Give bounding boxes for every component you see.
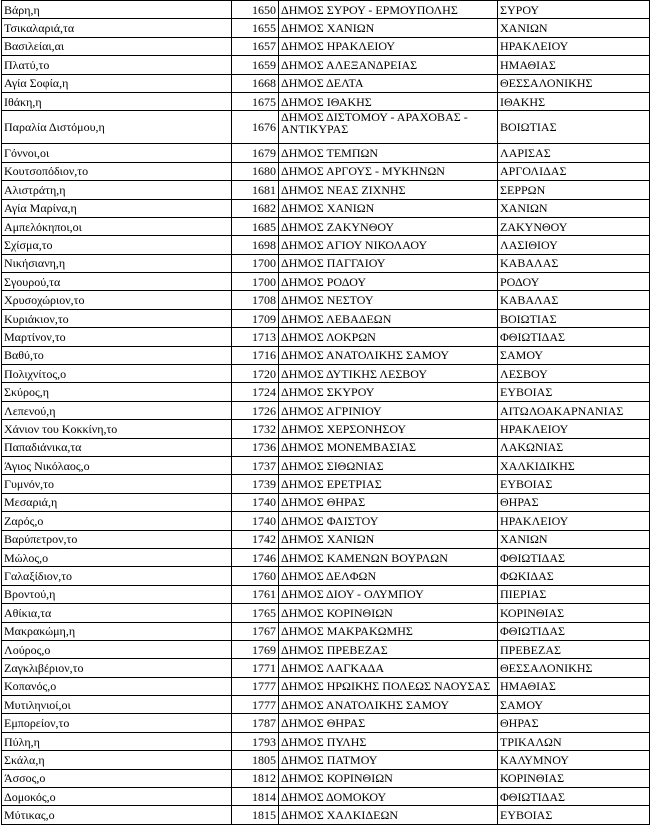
place-name-cell: Ζαρός,ο bbox=[2, 512, 232, 530]
altitude-cell: 1777 bbox=[232, 696, 279, 714]
table-row bbox=[2, 365, 650, 383]
municipality-cell: ΔΗΜΟΣ ΡΟΔΟΥ bbox=[279, 273, 498, 291]
prefecture-cell: ΗΜΑΘΙΑΣ bbox=[498, 677, 650, 695]
altitude-cell: 1675 bbox=[232, 92, 279, 110]
table-row bbox=[2, 111, 650, 144]
prefecture-cell: ΒΟΙΩΤΙΑΣ bbox=[498, 309, 650, 327]
table-row bbox=[2, 530, 650, 548]
altitude-cell: 1787 bbox=[232, 714, 279, 732]
prefecture-cell: ΘΕΣΣΑΛΟΝΙΚΗΣ bbox=[498, 74, 650, 92]
place-name-cell: Τσικαλαριά,τα bbox=[2, 19, 232, 37]
place-name-cell: Μώλος,ο bbox=[2, 548, 232, 566]
place-name-cell: Αγία Σοφία,η bbox=[2, 74, 232, 92]
prefecture-cell: ΛΑΚΩΝΙΑΣ bbox=[498, 438, 650, 456]
place-name-cell: Λεπενού,η bbox=[2, 401, 232, 419]
prefecture-cell: ΗΜΑΘΙΑΣ bbox=[498, 56, 650, 74]
place-name-cell: Ζαγκλιβέριον,το bbox=[2, 659, 232, 677]
place-name-cell: Αγία Μαρίνα,η bbox=[2, 199, 232, 217]
table-row bbox=[2, 659, 650, 677]
table-row bbox=[2, 309, 650, 327]
table-row bbox=[2, 604, 650, 622]
prefecture-cell: ΦΘΙΩΤΙΔΑΣ bbox=[498, 548, 650, 566]
municipality-cell: ΔΗΜΟΣ ΔΙΣΤΟΜΟΥ - ΑΡΑΧΟΒΑΣ - ΑΝΤΙΚΥΡΑΣ bbox=[279, 111, 498, 144]
altitude-cell: 1767 bbox=[232, 622, 279, 640]
altitude-cell: 1708 bbox=[232, 291, 279, 309]
altitude-cell: 1761 bbox=[232, 585, 279, 603]
prefecture-cell: ΑΙΤΩΛΟΑΚΑΡΝΑΝΙΑΣ bbox=[498, 401, 650, 419]
municipality-cell: ΔΗΜΟΣ ΧΑΝΙΩΝ bbox=[279, 19, 498, 37]
municipality-cell: ΔΗΜΟΣ ΠΡΕΒΕΖΑΣ bbox=[279, 640, 498, 658]
place-name-cell: Γαλαξίδιον,το bbox=[2, 567, 232, 585]
prefecture-cell: ΚΑΛΥΜΝΟΥ bbox=[498, 751, 650, 769]
place-name-cell: Πλατύ,το bbox=[2, 56, 232, 74]
place-name-cell: Σγουρού,τα bbox=[2, 273, 232, 291]
prefecture-cell: ΖΑΚΥΝΘΟΥ bbox=[498, 217, 650, 235]
table-row bbox=[2, 346, 650, 364]
altitude-cell: 1737 bbox=[232, 456, 279, 474]
altitude-cell: 1676 bbox=[232, 111, 279, 144]
prefecture-cell: ΦΩΚΙΔΑΣ bbox=[498, 567, 650, 585]
table-row bbox=[2, 475, 650, 493]
altitude-cell: 1739 bbox=[232, 475, 279, 493]
altitude-cell: 1685 bbox=[232, 217, 279, 235]
municipality-cell: ΔΗΜΟΣ ΙΘΑΚΗΣ bbox=[279, 92, 498, 110]
altitude-cell: 1771 bbox=[232, 659, 279, 677]
place-name-cell: Ιθάκη,η bbox=[2, 92, 232, 110]
table-row bbox=[2, 401, 650, 419]
place-name-cell: Αμπελόκηποι,οι bbox=[2, 217, 232, 235]
table-row bbox=[2, 236, 650, 254]
prefecture-cell: ΘΕΣΣΑΛΟΝΙΚΗΣ bbox=[498, 659, 650, 677]
prefecture-cell: ΡΟΔΟΥ bbox=[498, 273, 650, 291]
place-name-cell: Κουτσοπόδιον,το bbox=[2, 162, 232, 180]
municipality-cell: ΔΗΜΟΣ ΑΓΙΟΥ ΝΙΚΟΛΑΟΥ bbox=[279, 236, 498, 254]
municipality-cell: ΔΗΜΟΣ ΣΥΡΟΥ - ΕΡΜΟΥΠΟΛΗΣ bbox=[279, 1, 498, 19]
altitude-cell: 1700 bbox=[232, 254, 279, 272]
prefecture-cell: ΦΘΙΩΤΙΔΑΣ bbox=[498, 788, 650, 806]
place-name-cell: Σχίσμα,το bbox=[2, 236, 232, 254]
municipality-cell: ΔΗΜΟΣ ΧΑΝΙΩΝ bbox=[279, 199, 498, 217]
altitude-cell: 1760 bbox=[232, 567, 279, 585]
municipality-cell: ΔΗΜΟΣ ΣΙΘΩΝΙΑΣ bbox=[279, 456, 498, 474]
municipality-cell: ΔΗΜΟΣ ΜΑΚΡΑΚΩΜΗΣ bbox=[279, 622, 498, 640]
prefecture-cell: ΘΗΡΑΣ bbox=[498, 493, 650, 511]
municipality-cell: ΔΗΜΟΣ ΠΑΤΜΟΥ bbox=[279, 751, 498, 769]
municipality-cell: ΔΗΜΟΣ ΑΝΑΤΟΛΙΚΗΣ ΣΑΜΟΥ bbox=[279, 346, 498, 364]
place-name-cell: Παραλία Διστόμου,η bbox=[2, 111, 232, 144]
table-row bbox=[2, 806, 650, 824]
altitude-cell: 1814 bbox=[232, 788, 279, 806]
table-row bbox=[2, 420, 650, 438]
prefecture-cell: ΚΟΡΙΝΘΙΑΣ bbox=[498, 769, 650, 787]
prefecture-cell: ΠΡΕΒΕΖΑΣ bbox=[498, 640, 650, 658]
altitude-cell: 1659 bbox=[232, 56, 279, 74]
table-row bbox=[2, 199, 650, 217]
altitude-cell: 1740 bbox=[232, 493, 279, 511]
prefecture-cell: ΦΘΙΩΤΙΔΑΣ bbox=[498, 328, 650, 346]
place-name-cell: Χάνιον του Κοκκίνη,το bbox=[2, 420, 232, 438]
altitude-cell: 1698 bbox=[232, 236, 279, 254]
municipality-cell: ΔΗΜΟΣ ΠΑΓΓΑΙΟΥ bbox=[279, 254, 498, 272]
municipality-cell: ΔΗΜΟΣ ΑΝΑΤΟΛΙΚΗΣ ΣΑΜΟΥ bbox=[279, 696, 498, 714]
municipality-cell: ΔΗΜΟΣ ΚΑΜΕΝΩΝ ΒΟΥΡΛΩΝ bbox=[279, 548, 498, 566]
prefecture-cell: ΚΑΒΑΛΑΣ bbox=[498, 254, 650, 272]
table-row bbox=[2, 273, 650, 291]
place-name-cell: Βασιλείαι,αι bbox=[2, 37, 232, 55]
prefecture-cell: ΗΡΑΚΛΕΙΟΥ bbox=[498, 420, 650, 438]
altitude-cell: 1812 bbox=[232, 769, 279, 787]
altitude-cell: 1681 bbox=[232, 181, 279, 199]
prefecture-cell: ΣΥΡΟΥ bbox=[498, 1, 650, 19]
municipality-cell: ΔΗΜΟΣ ΖΑΚΥΝΘΟΥ bbox=[279, 217, 498, 235]
municipality-cell: ΔΗΜΟΣ ΑΓΡΙΝΙΟΥ bbox=[279, 401, 498, 419]
prefecture-cell: ΣΑΜΟΥ bbox=[498, 696, 650, 714]
prefecture-cell: ΧΑΝΙΩΝ bbox=[498, 530, 650, 548]
place-name-cell: Δομοκός,ο bbox=[2, 788, 232, 806]
altitude-cell: 1720 bbox=[232, 365, 279, 383]
altitude-cell: 1777 bbox=[232, 677, 279, 695]
place-name-cell: Μεσαριά,η bbox=[2, 493, 232, 511]
municipality-cell: ΔΗΜΟΣ ΑΛΕΞΑΝΔΡΕΙΑΣ bbox=[279, 56, 498, 74]
place-name-cell: Αλιστράτη,η bbox=[2, 181, 232, 199]
altitude-cell: 1732 bbox=[232, 420, 279, 438]
place-name-cell: Βαρύπετρον,το bbox=[2, 530, 232, 548]
table-row bbox=[2, 328, 650, 346]
place-name-cell: Γυμνόν,το bbox=[2, 475, 232, 493]
place-name-cell: Γόννοι,οι bbox=[2, 144, 232, 162]
table-row bbox=[2, 144, 650, 162]
altitude-cell: 1668 bbox=[232, 74, 279, 92]
prefecture-cell: ΣΑΜΟΥ bbox=[498, 346, 650, 364]
place-name-cell: Εμπορείον,το bbox=[2, 714, 232, 732]
place-name-cell: Νικήσιανη,η bbox=[2, 254, 232, 272]
altitude-cell: 1713 bbox=[232, 328, 279, 346]
prefecture-cell: ΕΥΒΟΙΑΣ bbox=[498, 806, 650, 824]
table-row bbox=[2, 37, 650, 55]
altitude-cell: 1716 bbox=[232, 346, 279, 364]
prefecture-cell: ΑΡΓΟΛΙΔΑΣ bbox=[498, 162, 650, 180]
table-row bbox=[2, 456, 650, 474]
place-name-cell: Χρυσοχώριον,το bbox=[2, 291, 232, 309]
altitude-cell: 1724 bbox=[232, 383, 279, 401]
table-row bbox=[2, 254, 650, 272]
municipality-cell: ΔΗΜΟΣ ΧΕΡΣΟΝΗΣΟΥ bbox=[279, 420, 498, 438]
table-row bbox=[2, 162, 650, 180]
municipality-cell: ΔΗΜΟΣ ΣΚΥΡΟΥ bbox=[279, 383, 498, 401]
altitude-cell: 1700 bbox=[232, 273, 279, 291]
table-row bbox=[2, 567, 650, 585]
table-row bbox=[2, 74, 650, 92]
table-row bbox=[2, 217, 650, 235]
settlements-table bbox=[1, 0, 650, 825]
place-name-cell: Σκύρος,η bbox=[2, 383, 232, 401]
place-name-cell: Κυριάκιον,το bbox=[2, 309, 232, 327]
altitude-cell: 1709 bbox=[232, 309, 279, 327]
municipality-cell: ΔΗΜΟΣ ΚΟΡΙΝΘΙΩΝ bbox=[279, 604, 498, 622]
prefecture-cell: ΚΑΒΑΛΑΣ bbox=[498, 291, 650, 309]
prefecture-cell: ΘΗΡΑΣ bbox=[498, 714, 650, 732]
place-name-cell: Μαρτίνον,το bbox=[2, 328, 232, 346]
table-row bbox=[2, 640, 650, 658]
municipality-cell: ΔΗΜΟΣ ΚΟΡΙΝΘΙΩΝ bbox=[279, 769, 498, 787]
prefecture-cell: ΗΡΑΚΛΕΙΟΥ bbox=[498, 512, 650, 530]
table-row bbox=[2, 383, 650, 401]
prefecture-cell: ΧΑΝΙΩΝ bbox=[498, 199, 650, 217]
prefecture-cell: ΕΥΒΟΙΑΣ bbox=[498, 383, 650, 401]
prefecture-cell: ΣΕΡΡΩΝ bbox=[498, 181, 650, 199]
municipality-cell: ΔΗΜΟΣ ΘΗΡΑΣ bbox=[279, 493, 498, 511]
municipality-cell: ΔΗΜΟΣ ΠΥΛΗΣ bbox=[279, 732, 498, 750]
place-name-cell: Άγιος Νικόλαος,ο bbox=[2, 456, 232, 474]
table-row bbox=[2, 291, 650, 309]
altitude-cell: 1815 bbox=[232, 806, 279, 824]
prefecture-cell: ΛΕΣΒΟΥ bbox=[498, 365, 650, 383]
place-name-cell: Κοπανός,ο bbox=[2, 677, 232, 695]
table-row bbox=[2, 714, 650, 732]
table-row bbox=[2, 732, 650, 750]
place-name-cell: Πύλη,η bbox=[2, 732, 232, 750]
table-row bbox=[2, 438, 650, 456]
prefecture-cell: ΗΡΑΚΛΕΙΟΥ bbox=[498, 37, 650, 55]
table-row bbox=[2, 677, 650, 695]
table-row bbox=[2, 181, 650, 199]
municipality-cell: ΔΗΜΟΣ ΑΡΓΟΥΣ - ΜΥΚΗΝΩΝ bbox=[279, 162, 498, 180]
municipality-cell: ΔΗΜΟΣ ΛΟΚΡΩΝ bbox=[279, 328, 498, 346]
prefecture-cell: ΛΑΡΙΣΑΣ bbox=[498, 144, 650, 162]
place-name-cell: Μυτιληνιοί,οι bbox=[2, 696, 232, 714]
prefecture-cell: ΙΘΑΚΗΣ bbox=[498, 92, 650, 110]
altitude-cell: 1657 bbox=[232, 37, 279, 55]
municipality-cell: ΔΗΜΟΣ ΝΕΣΤΟΥ bbox=[279, 291, 498, 309]
municipality-cell: ΔΗΜΟΣ ΛΑΓΚΑΔΑ bbox=[279, 659, 498, 677]
municipality-cell: ΔΗΜΟΣ ΔΕΛΤΑ bbox=[279, 74, 498, 92]
municipality-cell: ΔΗΜΟΣ ΧΑΝΙΩΝ bbox=[279, 530, 498, 548]
altitude-cell: 1736 bbox=[232, 438, 279, 456]
place-name-cell: Σκάλα,η bbox=[2, 751, 232, 769]
altitude-cell: 1765 bbox=[232, 604, 279, 622]
prefecture-cell: ΦΘΙΩΤΙΔΑΣ bbox=[498, 622, 650, 640]
altitude-cell: 1680 bbox=[232, 162, 279, 180]
municipality-cell: ΔΗΜΟΣ ΕΡΕΤΡΙΑΣ bbox=[279, 475, 498, 493]
place-name-cell: Βάρη,η bbox=[2, 1, 232, 19]
altitude-cell: 1726 bbox=[232, 401, 279, 419]
place-name-cell: Μύτικας,ο bbox=[2, 806, 232, 824]
table-row bbox=[2, 493, 650, 511]
municipality-cell: ΔΗΜΟΣ ΤΕΜΠΩΝ bbox=[279, 144, 498, 162]
place-name-cell: Παπαδιάνικα,τα bbox=[2, 438, 232, 456]
table-row bbox=[2, 512, 650, 530]
prefecture-cell: ΠΙΕΡΙΑΣ bbox=[498, 585, 650, 603]
table-row bbox=[2, 92, 650, 110]
altitude-cell: 1769 bbox=[232, 640, 279, 658]
prefecture-cell: ΧΑΛΚΙΔΙΚΗΣ bbox=[498, 456, 650, 474]
table-row bbox=[2, 769, 650, 787]
municipality-cell: ΔΗΜΟΣ ΛΕΒΑΔΕΩΝ bbox=[279, 309, 498, 327]
altitude-cell: 1650 bbox=[232, 1, 279, 19]
municipality-cell: ΔΗΜΟΣ ΦΑΙΣΤΟΥ bbox=[279, 512, 498, 530]
prefecture-cell: ΛΑΣΙΘΙΟΥ bbox=[498, 236, 650, 254]
altitude-cell: 1746 bbox=[232, 548, 279, 566]
municipality-cell: ΔΗΜΟΣ ΗΡΑΚΛΕΙΟΥ bbox=[279, 37, 498, 55]
table-row bbox=[2, 56, 650, 74]
prefecture-cell: ΕΥΒΟΙΑΣ bbox=[498, 475, 650, 493]
place-name-cell: Μακρακώμη,η bbox=[2, 622, 232, 640]
table-row bbox=[2, 1, 650, 19]
prefecture-cell: ΧΑΝΙΩΝ bbox=[498, 19, 650, 37]
altitude-cell: 1740 bbox=[232, 512, 279, 530]
altitude-cell: 1682 bbox=[232, 199, 279, 217]
prefecture-cell: ΚΟΡΙΝΘΙΑΣ bbox=[498, 604, 650, 622]
table-row bbox=[2, 548, 650, 566]
table-row bbox=[2, 696, 650, 714]
municipality-cell: ΔΗΜΟΣ ΘΗΡΑΣ bbox=[279, 714, 498, 732]
municipality-cell: ΔΗΜΟΣ ΝΕΑΣ ΖΙΧΝΗΣ bbox=[279, 181, 498, 199]
prefecture-cell: ΤΡΙΚΑΛΩΝ bbox=[498, 732, 650, 750]
place-name-cell: Βαθύ,το bbox=[2, 346, 232, 364]
municipality-cell: ΔΗΜΟΣ ΔΟΜΟΚΟΥ bbox=[279, 788, 498, 806]
table-row bbox=[2, 585, 650, 603]
municipality-cell: ΔΗΜΟΣ ΗΡΩΙΚΗΣ ΠΟΛΕΩΣ ΝΑΟΥΣΑΣ bbox=[279, 677, 498, 695]
place-name-cell: Λούρος,ο bbox=[2, 640, 232, 658]
table-row bbox=[2, 788, 650, 806]
place-name-cell: Άσσος,ο bbox=[2, 769, 232, 787]
altitude-cell: 1742 bbox=[232, 530, 279, 548]
prefecture-cell: ΒΟΙΩΤΙΑΣ bbox=[498, 111, 650, 144]
table-row bbox=[2, 19, 650, 37]
place-name-cell: Πολιχνίτος,ο bbox=[2, 365, 232, 383]
municipality-cell: ΔΗΜΟΣ ΜΟΝΕΜΒΑΣΙΑΣ bbox=[279, 438, 498, 456]
altitude-cell: 1793 bbox=[232, 732, 279, 750]
table-body bbox=[2, 1, 650, 825]
place-name-cell: Βροντού,η bbox=[2, 585, 232, 603]
altitude-cell: 1805 bbox=[232, 751, 279, 769]
municipality-cell: ΔΗΜΟΣ ΔΕΛΦΩΝ bbox=[279, 567, 498, 585]
table-row bbox=[2, 622, 650, 640]
altitude-cell: 1679 bbox=[232, 144, 279, 162]
municipality-cell: ΔΗΜΟΣ ΔΥΤΙΚΗΣ ΛΕΣΒΟΥ bbox=[279, 365, 498, 383]
municipality-cell: ΔΗΜΟΣ ΔΙΟΥ - ΟΛΥΜΠΟΥ bbox=[279, 585, 498, 603]
municipality-cell: ΔΗΜΟΣ ΧΑΛΚΙΔΕΩΝ bbox=[279, 806, 498, 824]
place-name-cell: Αθίκια,τα bbox=[2, 604, 232, 622]
altitude-cell: 1655 bbox=[232, 19, 279, 37]
table-row bbox=[2, 751, 650, 769]
